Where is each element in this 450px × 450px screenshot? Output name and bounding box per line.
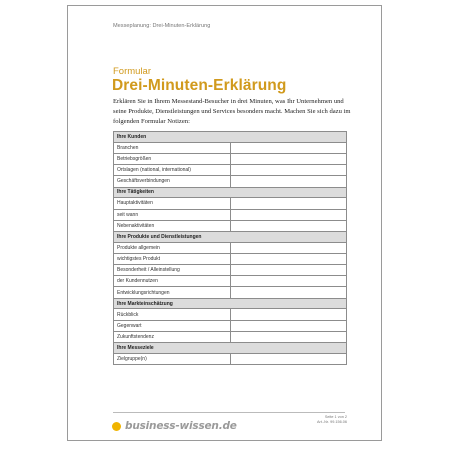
field-input[interactable] xyxy=(230,176,347,187)
form-row xyxy=(114,265,347,276)
field-input[interactable] xyxy=(230,165,347,176)
intro-text: Erklären Sie in Ihrem Messestand-Besucher in drei Minuten, was Ihr Unternehmen und seine Produkte, Dienstleistungen und Services besonders macht. Machen Sie sich dazu im folgenden Formular Notizen: xyxy=(113,98,351,126)
section-header-row xyxy=(114,231,347,242)
logo-dot-icon xyxy=(112,422,121,431)
form-table-body xyxy=(114,132,347,365)
field-input[interactable] xyxy=(230,320,347,331)
field-input[interactable] xyxy=(230,253,347,264)
field-label: Nebenaktivitäten xyxy=(114,220,231,231)
section-header: Ihre Kunden xyxy=(114,132,347,143)
brand-logo[interactable] xyxy=(112,420,237,432)
field-input[interactable] xyxy=(230,209,347,220)
form-row xyxy=(114,331,347,342)
section-header-row xyxy=(114,132,347,143)
section-header: Ihre Markteinschätzung xyxy=(114,298,347,309)
form-row xyxy=(114,287,347,298)
logo-text: business-wissen.de xyxy=(125,420,237,432)
page-number: Seite 1 von 2 xyxy=(324,415,347,419)
field-input[interactable] xyxy=(230,242,347,253)
header-note: Messeplanung: Drei-Minuten-Erklärung xyxy=(113,23,211,29)
field-label: Gegenwart xyxy=(114,320,231,331)
field-label: Besonderheit / Alleinstellung xyxy=(114,265,231,276)
form-row xyxy=(114,253,347,264)
field-label: Zukunftstendenz xyxy=(114,331,231,342)
field-label: Ortslagen (national, international) xyxy=(114,165,231,176)
form-row xyxy=(114,153,347,164)
footer-divider xyxy=(113,412,345,413)
section-header: Ihre Messeziele xyxy=(114,343,347,354)
field-input[interactable] xyxy=(230,353,347,364)
form-row xyxy=(114,242,347,253)
page-info xyxy=(317,415,347,425)
form-row xyxy=(114,353,347,364)
field-label: Entwicklungsrichtungen xyxy=(114,287,231,298)
form-row xyxy=(114,309,347,320)
field-input[interactable] xyxy=(230,287,347,298)
field-label: Produkte allgemein xyxy=(114,242,231,253)
field-input[interactable] xyxy=(230,198,347,209)
field-label: wichtigstes Produkt xyxy=(114,253,231,264)
article-number: Art.-Nr. 99.156.06 xyxy=(317,420,347,425)
field-label: Geschäftsverbindungen xyxy=(114,176,231,187)
field-label: Branchen xyxy=(114,142,231,153)
form-row xyxy=(114,198,347,209)
field-label: seit wann xyxy=(114,209,231,220)
document-page xyxy=(67,5,382,441)
section-header-row xyxy=(114,298,347,309)
field-input[interactable] xyxy=(230,142,347,153)
form-row xyxy=(114,320,347,331)
field-input[interactable] xyxy=(230,276,347,287)
page-title: Drei-Minuten-Erklärung xyxy=(112,77,287,94)
section-header: Ihre Tätigkeiten xyxy=(114,187,347,198)
form-row xyxy=(114,142,347,153)
form-table xyxy=(113,131,347,365)
field-label: Betriebsgrößen xyxy=(114,153,231,164)
field-input[interactable] xyxy=(230,220,347,231)
section-header-row xyxy=(114,187,347,198)
field-input[interactable] xyxy=(230,309,347,320)
field-label: Rückblick xyxy=(114,309,231,320)
field-input[interactable] xyxy=(230,265,347,276)
field-label: Zielgruppe(n) xyxy=(114,353,231,364)
field-input[interactable] xyxy=(230,331,347,342)
form-row xyxy=(114,176,347,187)
form-row xyxy=(114,209,347,220)
section-header-row xyxy=(114,343,347,354)
field-label: Hauptaktivitäten xyxy=(114,198,231,209)
form-row xyxy=(114,165,347,176)
form-row xyxy=(114,220,347,231)
form-label: Formular xyxy=(113,66,152,77)
section-header: Ihre Produkte und Dienstleistungen xyxy=(114,231,347,242)
form-row xyxy=(114,276,347,287)
field-label: der Kundennutzen xyxy=(114,276,231,287)
field-input[interactable] xyxy=(230,153,347,164)
